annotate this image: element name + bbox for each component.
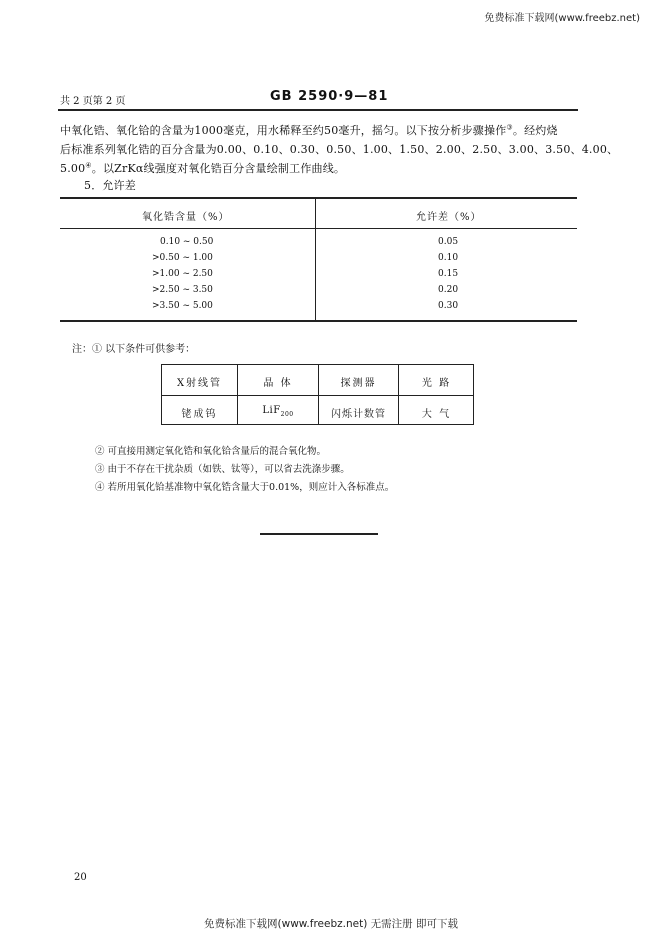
conditions-value-path: 大 气 xyxy=(421,409,452,420)
table-cell-content: 0.10 ~ 0.50 xyxy=(160,237,214,247)
table-cell-tolerance: 0.15 xyxy=(438,269,459,279)
footnote-ref-4: ④ xyxy=(85,161,92,170)
note-item: ② 可直接用测定氧化锆和氧化铪含量后的混合氧化物。 xyxy=(95,446,327,457)
notes-title: 注：① 以下条件可供参考： xyxy=(72,344,196,355)
table-cell-content: >0.50 ~ 1.00 xyxy=(152,253,213,263)
page-count: 共 2 页第 2 页 xyxy=(60,96,126,107)
table-cell-content: >2.50 ~ 3.50 xyxy=(152,285,213,295)
end-rule xyxy=(260,533,378,535)
note-item: ④ 若所用氧化铪基准物中氧化锆含量大于0.01%，则应计入各标准点。 xyxy=(95,482,395,493)
crystal-subscript: 200 xyxy=(280,411,294,418)
table-cell-tolerance: 0.10 xyxy=(438,253,459,263)
table-cell-content: >3.50 ~ 5.00 xyxy=(152,301,213,311)
body-line-1: 中氧化锆、氧化铪的含量为1000毫克，用水稀释至约50毫升，摇匀。以下按分析步骤操作③。经灼烧 xyxy=(60,123,558,137)
table-cell-content: >1.00 ~ 2.50 xyxy=(152,269,213,279)
table-header-tolerance: 允许差（%） xyxy=(416,212,482,223)
bottom-watermark: 免费标准下载网(www.freebz.net) 无需注册 即可下载 xyxy=(204,918,458,930)
conditions-table xyxy=(161,364,474,425)
table-header-rule xyxy=(60,228,577,229)
standard-code: GB 2590·9—81 xyxy=(270,89,389,104)
conditions-value-detector: 闪烁计数管 xyxy=(331,409,386,420)
conditions-header-crystal: 晶 体 xyxy=(263,378,293,389)
table-cell-tolerance: 0.20 xyxy=(438,285,459,295)
table-top-rule xyxy=(60,197,577,199)
note-item: ③ 由于不存在干扰杂质（如铁、钛等），可以省去洗涤步骤。 xyxy=(95,464,350,475)
page-number: 20 xyxy=(74,872,87,883)
footnote-ref-3: ③ xyxy=(506,123,513,132)
conditions-header-tube: X射线管 xyxy=(176,378,223,389)
table-header-content: 氧化锆含量（%） xyxy=(142,212,230,223)
table-cell-tolerance: 0.05 xyxy=(438,237,459,247)
table-column-divider xyxy=(315,197,316,322)
conditions-value-crystal: LiF$_{200}$ xyxy=(262,405,294,418)
header-rule xyxy=(58,109,578,111)
table-cell-tolerance: 0.30 xyxy=(438,301,459,311)
section-heading: 5．允许差 xyxy=(84,179,136,192)
body-line-2: 后标准系列氧化锆的百分含量为0.00、0.10、0.30、0.50、1.00、1.50、2.00、2.50、3.00、3.50、4.00、 xyxy=(60,143,619,156)
conditions-header-path: 光 路 xyxy=(421,378,452,389)
conditions-value-tube: 铑成钨 xyxy=(181,409,218,420)
body-line-3: 5.00④。以ZrKα线强度对氧化锆百分含量绘制工作曲线。 xyxy=(60,161,346,175)
table-bottom-rule xyxy=(60,320,577,322)
conditions-header-detector: 探测器 xyxy=(340,378,377,389)
top-watermark: 免费标准下载网(www.freebz.net) xyxy=(484,13,640,24)
tolerance-table xyxy=(60,197,577,322)
